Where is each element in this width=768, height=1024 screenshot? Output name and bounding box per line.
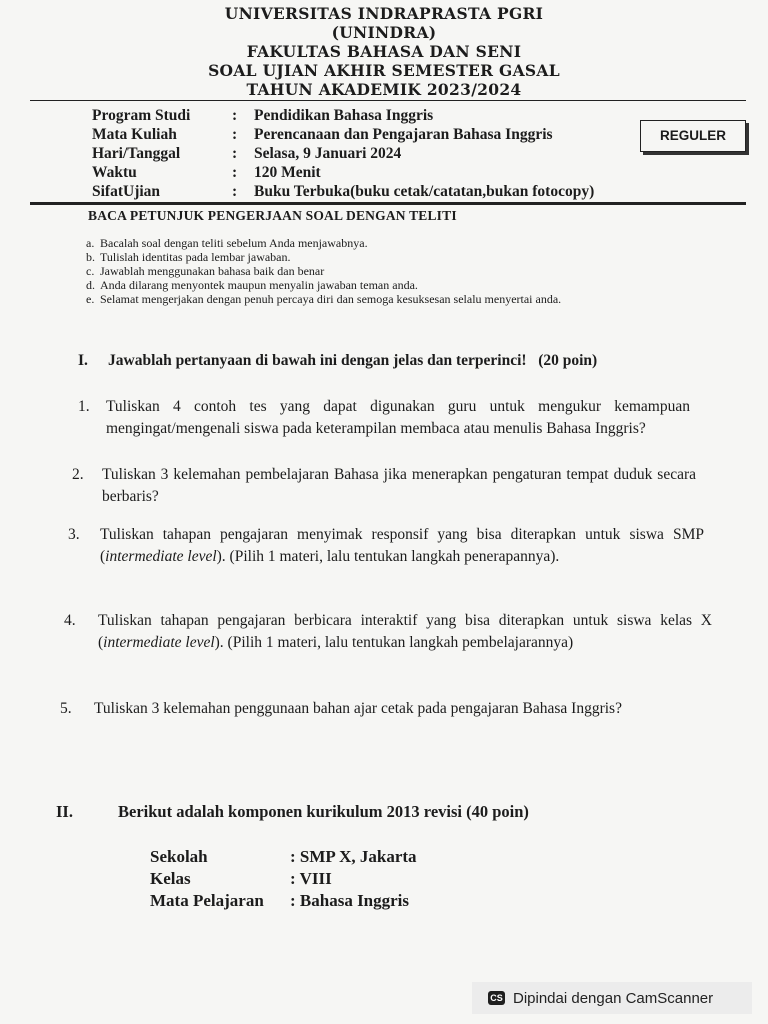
question-text [100,524,704,568]
question-text: Tuliskan 4 contoh tes yang dapat digunakan guru untuk mengukur kemampuan mengingat/mengenali siswa pada keterampilan membaca atau menulis Bahasa Inggris? [106,398,690,437]
instruction-item [86,264,696,278]
section-1-heading [78,352,597,370]
university-name: UNIVERSITAS INDRAPRASTA PGRI [224,4,544,23]
section-title: Jawablah pertanyaan di bawah ini dengan jelas dan terperinci! [108,352,527,369]
question-text-part: ). (Pilih 1 materi, lalu tentukan langkah pembelajarannya) [214,634,574,651]
info-colon: : [232,164,238,181]
instruction-item [86,278,696,292]
reguler-badge: REGULER [640,120,746,152]
instruction-item [86,236,696,250]
info-colon: : [232,145,238,162]
question-text-italic: intermediate level [103,634,215,651]
info-row-course [92,125,594,144]
section-points: (20 poin) [538,352,598,369]
instruction-text: Jawablah menggunakan bahasa baik dan benar [100,264,325,278]
curriculum-row-school [150,846,417,868]
question-5 [60,698,716,720]
curriculum-label: Sekolah [150,847,208,866]
question-number: 3. [68,526,80,543]
info-row-program [92,106,594,125]
info-row-time [92,163,594,182]
info-row-exam-type [92,182,594,201]
instruction-marker: e. [86,292,95,306]
question-text: Tuliskan 3 kelemahan pembelajaran Bahasa jika menerapkan pengaturan tempat duduk secara berbaris? [102,466,696,505]
curriculum-value: : Bahasa Inggris [290,891,410,910]
question-text [98,610,712,654]
question-number: 4. [64,612,76,629]
header-divider [30,100,746,101]
info-value: Selasa, 9 Januari 2024 [254,145,402,162]
instructions-list [86,236,696,306]
info-value: 120 Menit [254,164,321,181]
info-colon: : [232,107,238,124]
section-title: Berikut adalah komponen kurikulum 2013 revisi (40 poin) [118,802,529,821]
instruction-marker: d. [86,278,95,292]
curriculum-row-subject [150,890,417,912]
question-text-part: Tuliskan tahapan pengajaran menyimak responsif yang bisa diterapkan untuk siswa SMP ( [100,526,704,565]
question-number: 1. [78,398,90,415]
info-colon: : [232,183,238,200]
question-4 [64,610,712,654]
instruction-marker: b. [86,250,95,264]
question-text: Tuliskan 3 kelemahan penggunaan bahan ajar cetak pada pengajaran Bahasa Inggris? [94,700,622,717]
question-text-part: ). (Pilih 1 materi, lalu tentukan langkah penerapannya). [216,548,560,565]
watermark-text: Dipindai dengan CamScanner [513,989,714,1007]
info-value: Perencanaan dan Pengajaran Bahasa Inggris [254,126,553,143]
info-label: Program Studi [92,107,191,124]
instruction-text: Bacalah soal dengan teliti sebelum Anda menjawabnya. [100,236,368,250]
instruction-item [86,250,696,264]
info-value: Buku Terbuka(buku cetak/catatan,bukan fotocopy) [254,183,595,200]
info-label: Waktu [92,164,137,181]
info-label: Hari/Tanggal [92,145,181,162]
info-value: Pendidikan Bahasa Inggris [254,107,434,124]
curriculum-row-class [150,868,417,890]
instruction-text: Selamat mengerjakan dengan penuh percaya diri dan semoga kesuksesan selalu menyertai anda. [100,292,562,306]
faculty-name: FAKULTAS BAHASA DAN SENI [246,42,522,61]
curriculum-label: Mata Pelajaran [150,891,264,910]
instruction-marker: c. [86,264,95,278]
curriculum-info-table [150,846,417,912]
curriculum-value: : SMP X, Jakarta [290,847,417,866]
question-2 [72,464,696,508]
question-text-part: Tuliskan tahapan pengajaran berbicara interaktif yang bisa diterapkan untuk siswa kelas X ( [98,612,712,651]
curriculum-value: : VIII [290,869,332,888]
instruction-marker: a. [86,236,95,250]
camscanner-watermark [472,982,752,1014]
section-2-heading [56,802,529,822]
question-3 [68,524,704,568]
info-row-date [92,144,594,163]
info-divider [30,202,746,205]
info-colon: : [232,126,238,143]
question-text-italic: intermediate level [105,548,217,565]
question-number: 5. [60,700,72,717]
question-number: 2. [72,466,84,483]
instruction-text: Tulislah identitas pada lembar jawaban. [100,250,291,264]
section-number: I. [78,352,88,369]
instruction-item [86,292,696,306]
exam-header [0,4,768,99]
section-number: II. [56,802,73,821]
university-abbrev: (UNINDRA) [331,23,437,42]
exam-info-table [92,106,594,201]
instruction-text: Anda dilarang menyontek maupun menyalin jawaban teman anda. [100,278,418,292]
academic-year: TAHUN AKADEMIK 2023/2024 [246,80,522,99]
info-label: Mata Kuliah [92,126,177,143]
instructions-title: BACA PETUNJUK PENGERJAAN SOAL DENGAN TELITI [88,208,457,223]
question-1 [78,396,690,440]
exam-name: SOAL UJIAN AKHIR SEMESTER GASAL [208,61,560,80]
camscanner-icon: CS [488,991,505,1005]
curriculum-label: Kelas [150,869,191,888]
info-label: SifatUjian [92,183,161,200]
